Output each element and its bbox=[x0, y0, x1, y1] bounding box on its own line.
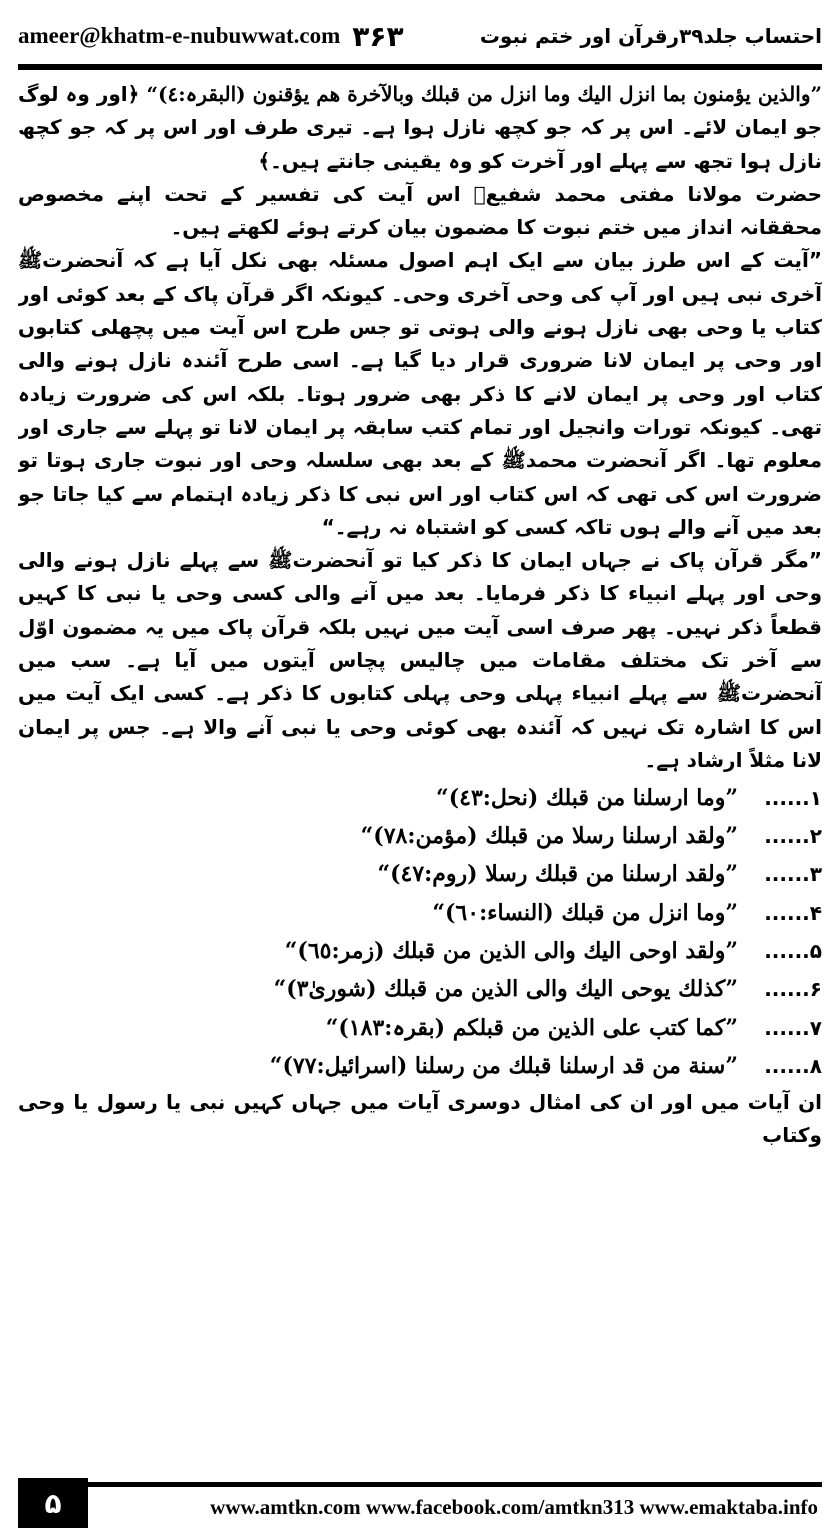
list-item bbox=[18, 894, 822, 932]
list-number: ۲...... bbox=[764, 824, 822, 849]
list-item bbox=[18, 932, 822, 970]
list-item bbox=[18, 971, 822, 1009]
list-verse: ”ولقد ارسلنا من قبلك رسلا (روم:٤٧)“ bbox=[377, 861, 738, 888]
quote-paragraph-2: ”مگر قرآن پاک نے جہاں ایمان کا ذکر کیا تو آنحضرتﷺ سے پہلے نازل ہونے والی وحی اور پہلے انبیاء کا ذکر فرمایا۔ بعد میں آنے والی کسی وحی یا نبی کا کہیں قطعاً ذکر نہیں۔ پھر صرف اسی آیت میں نہیں بلکہ قرآن پاک میں یہ مضمون اوّل سے آخر تک مختلف مقامات میں چالیس پچاس آیتوں میں آیا ہے۔ سب میں آنحضرتﷺ سے پہلے انبیاء پہلی وحی پہلی کتابوں کا ذکر ہے۔ کسی ایک آیت میں اس کا اشارہ تک نہیں کہ آئندہ بھی کوئی وحی یا نبی آنے والا ہے۔ جس پر ایمان لانا مثلاً ارشاد ہے۔ bbox=[18, 548, 822, 772]
intro-paragraph: حضرت مولانا مفتی محمد شفیعؒ اس آیت کی تفسیر کے تحت اپنے مخصوص محققانہ انداز میں ختم نبوت کا مضمون بیان کرتے ہوئے لکھتے ہیں۔ bbox=[18, 181, 822, 240]
list-item bbox=[18, 856, 822, 894]
header-title: احتساب جلد۳۹رقرآن اور ختم نبوت bbox=[479, 24, 822, 48]
list-item bbox=[18, 1009, 822, 1047]
header-email: ameer@khatm-e-nubuwwat.com bbox=[18, 23, 341, 48]
verse-translation: ﴿اور وہ لوگ جو ایمان لائے۔ اس پر کہ جو کچھ نازل ہوا ہے۔ تیری طرف اور اس پر کہ جو کچھ نازل ہوا تجھ سے پہلے اور آخرت کو وہ یقینی جانتے ہیں۔﴾ bbox=[18, 82, 822, 173]
footer-right bbox=[88, 1478, 822, 1528]
verse-paragraph bbox=[18, 78, 822, 178]
header-rule bbox=[18, 64, 822, 70]
header-left bbox=[18, 20, 404, 53]
page-footer bbox=[18, 1478, 822, 1528]
list-number: ۷...... bbox=[764, 1015, 822, 1040]
list-verse: ”ولقد ارسلنا رسلا من قبلك (مؤمن:٧٨)“ bbox=[360, 823, 738, 850]
page-header bbox=[18, 14, 822, 58]
list-number: ۴...... bbox=[764, 900, 822, 925]
list-verse: ”کذلك یوحی الیك والی الذین من قبلك (شوریٰ۳)“ bbox=[273, 976, 738, 1003]
footer-links[interactable]: www.amtkn.com www.facebook.com/amtkn313 www.emaktaba.info bbox=[210, 1495, 818, 1519]
list-verse: ”ولقد اوحی الیك والی الذین من قبلك (زمر:٦٥)“ bbox=[284, 937, 738, 964]
page-body bbox=[18, 78, 822, 1466]
list-verse: ”کما کتب علی الذین من قبلکم (بقرہ:١٨٣)“ bbox=[325, 1014, 738, 1041]
page-number: ۳۶۳ bbox=[352, 19, 404, 53]
list-verse: ”وما انزل من قبلك (النساء:٦٠)“ bbox=[432, 899, 738, 926]
list-item bbox=[18, 818, 822, 856]
list-number: ۳...... bbox=[764, 862, 822, 887]
list-number: ۵...... bbox=[764, 938, 822, 963]
list-verse: ”سنة من قد ارسلنا قبلك من رسلنا (اسرائیل:٧٧)“ bbox=[269, 1052, 738, 1079]
quote-paragraph-1: ”آیت کے اس طرز بیان سے ایک اہم اصول مسئلہ بھی نکل آیا ہے کہ آنحضرتﷺ آخری نبی ہیں اور آپ کی وحی آخری وحی۔ کیونکہ اگر قرآن پاک کے بعد کوئی اور کتاب یا وحی بھی نازل ہونے والی ہوتی تو جس طرح اس آیت میں پچھلی کتابوں اور وحی پر ایمان لانا ضروری قرار دیا گیا ہے۔ اسی طرح آئندہ نازل ہونے والی کتاب اور وحی پر ایمان لانے کا ذکر بھی ضرور ہوتا۔ بلکہ اس کی ضرورت زیادہ تھی۔ کیونکہ تورات وانجیل اور تمام کتب سابقہ پر ایمان لانا تو پہلے سے جاری اور معلوم تھا۔ اگر آنحضرت محمدﷺ کے بعد بھی سلسلہ وحی اور نبوت جاری ہوتا تو ضرورت اس کی تھی کہ اس کتاب اور اس نبی کا ذکر زیادہ اہتمام سے کیا جاتا جو بعد میں آنے والے ہوں تاکہ کسی کو اشتباہ نہ رہے۔“ bbox=[18, 248, 822, 539]
verse-reference-list bbox=[18, 779, 822, 1085]
list-item bbox=[18, 1047, 822, 1085]
quranic-verse: ”والذین یؤمنون بما انزل الیك وما انزل من قبلك وبالآخرة هم یؤقنون (البقرہ:٤)“ bbox=[146, 82, 822, 106]
footer-badge: ۵ bbox=[18, 1478, 88, 1528]
list-number: ۸...... bbox=[764, 1053, 822, 1078]
list-number: ۱...... bbox=[764, 785, 822, 810]
list-number: ۶...... bbox=[764, 977, 822, 1002]
list-item bbox=[18, 779, 822, 817]
list-verse: ”وما ارسلنا من قبلك (نحل:٤٣)“ bbox=[436, 784, 738, 811]
closing-paragraph: ان آیات میں اور ان کی امثال دوسری آیات میں جہاں کہیں نبی یا رسول یا وحی وکتاب bbox=[18, 1089, 822, 1147]
